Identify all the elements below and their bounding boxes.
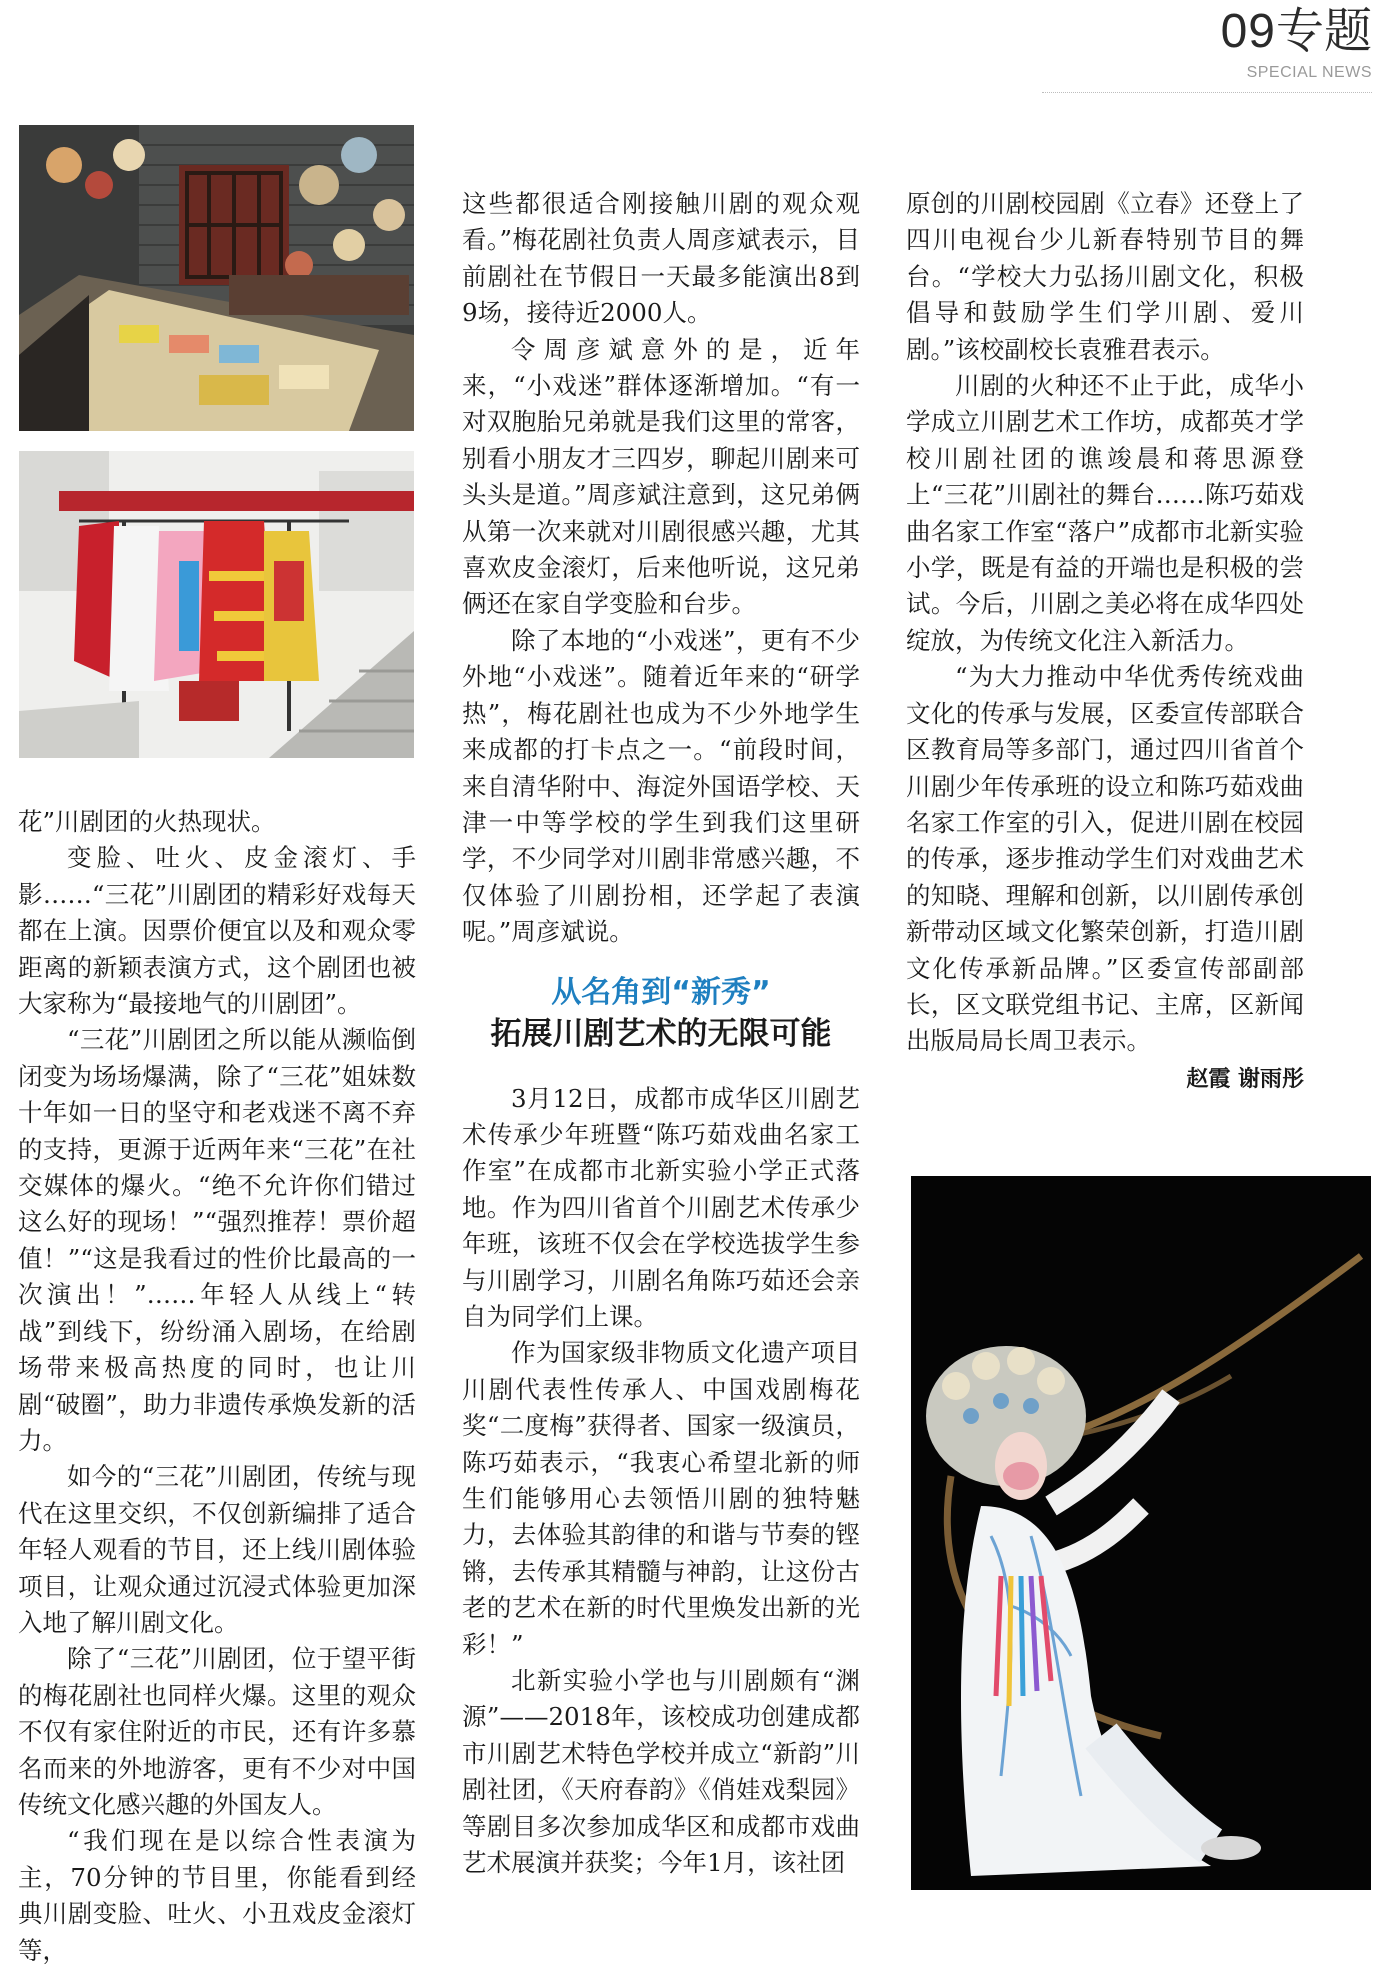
author-byline: 赵霞 谢雨彤 — [1186, 1066, 1304, 1092]
page-number: 09 — [1220, 5, 1276, 58]
opera-performer-photo — [911, 1176, 1371, 1890]
article-column-2 — [462, 186, 860, 1881]
paragraph: “我们现在是以综合性表演为主，70分钟的节目里，你能看到经典川剧变脸、吐火、小丑戏皮金滚灯等， — [18, 1826, 416, 1965]
paragraph: 变脸、吐火、皮金滚灯、手影……“三花”川剧团的精彩好戏每天都在上演。因票价便宜以及和观众零距离的新颖表演方式，这个剧团也被大家称为“最接地气的川剧团”。 — [18, 843, 416, 1019]
paragraph: 3月12日，成都市成华区川剧艺术传承少年班暨“陈巧茹戏曲名家工作室”在成都市北新实验小学正式落地。作为四川省首个川剧艺术传承少年班，该班不仅会在学校选拔学生参与川剧学习，川剧名角陈巧茹还会亲自为同学们上课。 — [462, 1083, 860, 1331]
opera-costume-photo — [19, 451, 414, 758]
paragraph: 除了“三花”川剧团，位于望平街的梅花剧社也同样火爆。这里的观众不仅有家住附近的市民，还有许多慕名而来的外地游客，更有不少对中国传统文化感兴趣的外国友人。 — [18, 1644, 416, 1819]
paragraph: 川剧的火种还不止于此，成华小学成立川剧艺术工作坊，成都英才学校川剧社团的谯竣晨和蒋思源登上“三花”川剧社的舞台……陈巧茹戏曲名家工作室“落户”成都市北新实验小学，既是有益的开端也是积极的尝试。今后，川剧之美必将在成华四处绽放，为传统文化注入新活力。 — [906, 371, 1304, 655]
paragraph: 这些都很适合刚接触川剧的观众观看。”梅花剧社负责人周彦斌表示，目前剧社在节假日一天最多能演出8到9场，接待近2000人。 — [462, 189, 860, 328]
section-english: SPECIAL NEWS — [1246, 64, 1372, 81]
paragraph: 令周彦斌意外的是，近年来，“小戏迷”群体逐渐增加。“有一对双胞胎兄弟就是我们这里的常客，别看小朋友才三四岁，聊起川剧来可头头是道。”周彦斌注意到，这兄弟俩从第一次来就对川剧很感兴趣，尤其喜欢皮金滚灯，后来他听说，这兄弟俩还在家自学变脸和台步。 — [462, 334, 860, 619]
opera-shop-photo — [19, 125, 414, 431]
paragraph: 除了本地的“小戏迷”，更有不少外地“小戏迷”。随着近年来的“研学热”，梅花剧社也成为不少外地学生来成都的打卡点之一。“前段时间，来自清华附中、海淀外国语学校、天津一中等学校的学生到我们这里研学，不少同学对川剧非常感兴趣，不仅体验了川剧扮相，还学起了表演呢。”周彦斌说。 — [462, 625, 860, 947]
page-header — [1220, 5, 1372, 82]
paragraph: 作为国家级非物质文化遗产项目川剧代表性传承人、中国戏剧梅花奖“二度梅”获得者、国家一级演员，陈巧茹表示，“我衷心希望北新的师生们能够用心去领悟川剧的独特魅力，去体验其韵律的和谐与节奏的铿锵，去传承其精髓与神韵，让这份古老的艺术在新的时代里焕发出新的光彩！” — [462, 1338, 860, 1659]
header-divider — [1042, 92, 1372, 93]
article-column-1 — [18, 804, 416, 1969]
subheading-line-2: 拓展川剧艺术的无限可能 — [490, 1015, 832, 1052]
paragraph: “三花”川剧团之所以能从濒临倒闭变为场场爆满，除了“三花”姐妹数十年如一日的坚守和老戏迷不离不弃的支持，更源于近两年来“三花”在社交媒体的爆火。“绝不允许你们错过这么好的现场！”“强烈推荐！票价超值！”“这是我看过的性价比最高的一次演出！”……年轻人从线上“转战”到线下，纷纷涌入剧场，在给剧场带来极高热度的同时，也让川剧“破圈”，助力非遗传承焕发新的活力。 — [18, 1025, 416, 1455]
section-title: 专题 — [1275, 5, 1372, 58]
paragraph: 如今的“三花”川剧团，传统与现代在这里交织，不仅创新编排了适合年轻人观看的节目，还上线川剧体验项目，让观众通过沉浸式体验更加深入地了解川剧文化。 — [18, 1462, 416, 1637]
article-column-3 — [906, 186, 1304, 1098]
page-number-section — [1220, 5, 1372, 58]
paragraph: 花”川剧团的火热现状。 — [18, 807, 276, 836]
paragraph: 原创的川剧校园剧《立春》还登上了四川电视台少儿新春特别节目的舞台。“学校大力弘扬川剧文化，积极倡导和鼓励学生们学川剧、爱川剧。”该校副校长袁雅君表示。 — [906, 189, 1304, 364]
section-subheading — [462, 973, 860, 1055]
paragraph: 北新实验小学也与川剧颇有“渊源”——2018年，该校成功创建成都市川剧艺术特色学校并成立“新韵”川剧社团，《天府春韵》《俏娃戏梨园》等剧目多次参加成华区和成都市戏曲艺术展演并获奖；今年1月，该社团 — [462, 1666, 860, 1878]
subheading-line-1: 从名角到“新秀” — [551, 974, 771, 1010]
paragraph: “为大力推动中华优秀传统戏曲文化的传承与发展，区委宣传部联合区教育局等多部门，通过四川省首个川剧少年传承班的设立和陈巧茹戏曲名家工作室的引入，促进川剧在校园的传承，逐步推动学生们对戏曲艺术的知晓、理解和创新，以川剧传承创新带动区域文化繁荣创新，打造川剧文化传承新品牌。”区委宣传部副部长，区文联党组书记、主席，区新闻出版局局长周卫表示。 — [906, 662, 1304, 1056]
